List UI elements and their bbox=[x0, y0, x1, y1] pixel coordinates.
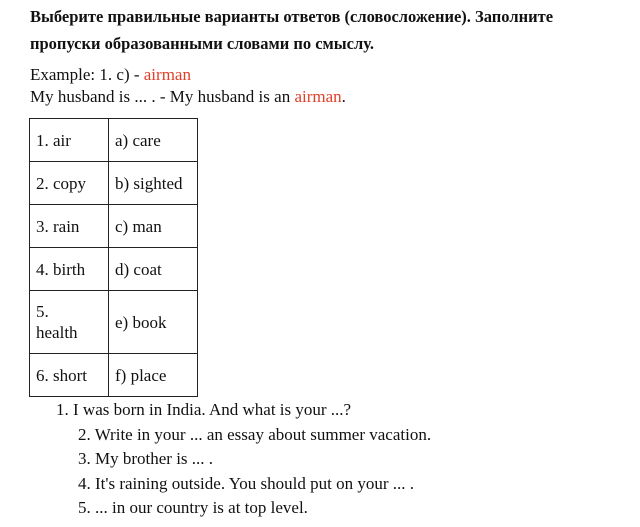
sentence-item: 3. My brother is ... . bbox=[78, 449, 214, 468]
sentence-list bbox=[0, 398, 431, 521]
table-cell-word: 3. rain bbox=[30, 205, 109, 248]
table-cell-ending: c) man bbox=[109, 205, 198, 248]
example-sentence-answer: airman bbox=[294, 87, 342, 106]
example-key-prefix: Example: 1. c) - bbox=[30, 65, 144, 84]
table-cell-ending: f) place bbox=[109, 354, 198, 397]
table-cell-word-line-1: 5. bbox=[36, 302, 49, 321]
table-cell-word: 1. air bbox=[30, 119, 109, 162]
example-key-answer: airman bbox=[143, 65, 191, 84]
sentence-item: 2. Write in your ... an essay about summer vacation. bbox=[78, 424, 432, 444]
sentence-item: 4. It's raining outside. You should put on your ... . bbox=[78, 473, 414, 493]
table-row bbox=[30, 205, 198, 248]
table-cell-ending: b) sighted bbox=[109, 162, 198, 205]
table-cell-ending: d) coat bbox=[109, 248, 198, 291]
table-cell-word: 6. short bbox=[30, 354, 109, 397]
table-row bbox=[30, 162, 198, 205]
table-cell-word-line-2: health bbox=[36, 323, 78, 342]
matching-table bbox=[29, 118, 198, 397]
sentence-item: 5. ... in our country is at top level. bbox=[78, 498, 308, 517]
table-cell-word bbox=[30, 291, 109, 354]
example-sentence-line bbox=[30, 86, 346, 108]
instructions-line-2: пропуски образованными словами по смыслу. bbox=[30, 34, 374, 53]
table-row bbox=[30, 248, 198, 291]
table-row bbox=[30, 354, 198, 397]
table-cell-ending: e) book bbox=[109, 291, 198, 354]
table-row bbox=[30, 119, 198, 162]
instructions-line-1: Выберите правильные варианты ответов (словосложение). Заполните bbox=[30, 7, 554, 26]
example-block bbox=[30, 64, 346, 108]
example-key-line bbox=[30, 64, 346, 86]
instructions-heading bbox=[30, 3, 640, 57]
sentence-item: 1. I was born in India. And what is your ...? bbox=[56, 400, 352, 419]
table-cell-word: 2. copy bbox=[30, 162, 109, 205]
table-row bbox=[30, 291, 198, 354]
table-cell-word: 4. birth bbox=[30, 248, 109, 291]
example-sentence-prefix: My husband is ... . - My husband is an bbox=[30, 87, 295, 106]
table-cell-ending: a) care bbox=[109, 119, 198, 162]
example-sentence-suffix: . bbox=[341, 87, 346, 106]
